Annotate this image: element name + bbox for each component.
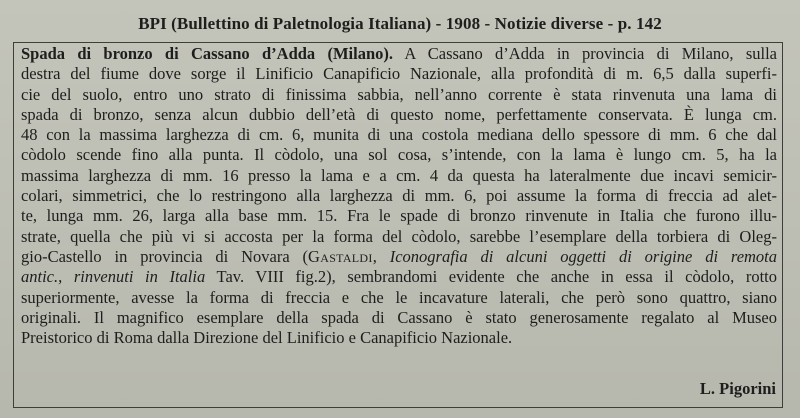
text-line-15: Preistorico di Roma dalla Direzione del Linificio e Canapificio Nazionale. [21, 328, 513, 348]
text-line-11 [21, 247, 777, 267]
text-line-4: spada di bronzo, senza alcun dubbio dell’età di questo nome, perfettamente conservata. È lunga cm. [21, 104, 777, 124]
text-line-9: te, lunga mm. 26, larga alla base mm. 15. Fra le spade di bronzo rinvenute in Italia che furono illu- [21, 206, 777, 226]
line12-text: Tav. VIII fig.2), sembrandomi evidente che anche in essa il còdolo, rotto [205, 267, 777, 287]
text-line-7: massima larghezza di mm. 16 presso la lama e a cm. 4 da questa ha lateralmente due incavi semicir- [21, 165, 777, 185]
article-body [21, 44, 777, 348]
text-line-1 [21, 44, 777, 64]
text-line-6: còdolo scende fino alla punta. Il còdolo, una sol cosa, s’intende, con la lama è lungo cm. 5, ha la [21, 145, 777, 165]
text-line-14: originali. Il magnifico esemplare della spada di Cassano è stato generosamente regalato al Museo [21, 307, 777, 327]
text-line-8: colari, simmetrici, che lo restringono alla larghezza di mm. 6, poi assume la forma di freccia ad alet- [21, 186, 777, 206]
page-header: BPI (Bullettino di Paletnologia Italiana) - 1908 - Notizie diverse - p. 142 [138, 14, 662, 33]
text-line-5: 48 con la massima larghezza di cm. 6, munita di una costola mediana dello spessore di mm. 6 che dal [21, 125, 777, 145]
author-signature: L. Pigorini [699, 379, 776, 398]
text-line-13: superiormente, avesse la forma di freccia e che le incavature laterali, che però sono quattro, siano [21, 287, 777, 307]
text-line-3: cie del suolo, entro uno strato di finissima sabbia, nell’anno corrente è stata rinvenuta una lama di [21, 84, 777, 104]
citation-author: Gastaldi [308, 246, 373, 266]
citation-title-cont: antic., rinvenuti in Italia [21, 267, 206, 287]
text-line-12 [21, 267, 777, 287]
line11-text: gio-Castello in provincia di Novara ( [21, 246, 309, 266]
line1-text: A Cassano d’Adda in provincia di Milano, sulla [404, 44, 777, 63]
citation-separator: , [372, 246, 390, 266]
article-heading: Spada di bronzo di Cassano d’Adda (Milano). [21, 44, 394, 63]
text-line-10: strate, quella che più vi si accosta per la forma del còdolo, sarebbe l’esemplare della torbiera di Oleg- [21, 226, 777, 246]
citation-title: Iconografia di alcuni oggetti di origine di remota [389, 246, 778, 266]
text-line-2: destra del fiume dove sorge il Linificio Canapificio Nazionale, alla profondità di m. 6,5 dalla superfi- [21, 64, 777, 84]
